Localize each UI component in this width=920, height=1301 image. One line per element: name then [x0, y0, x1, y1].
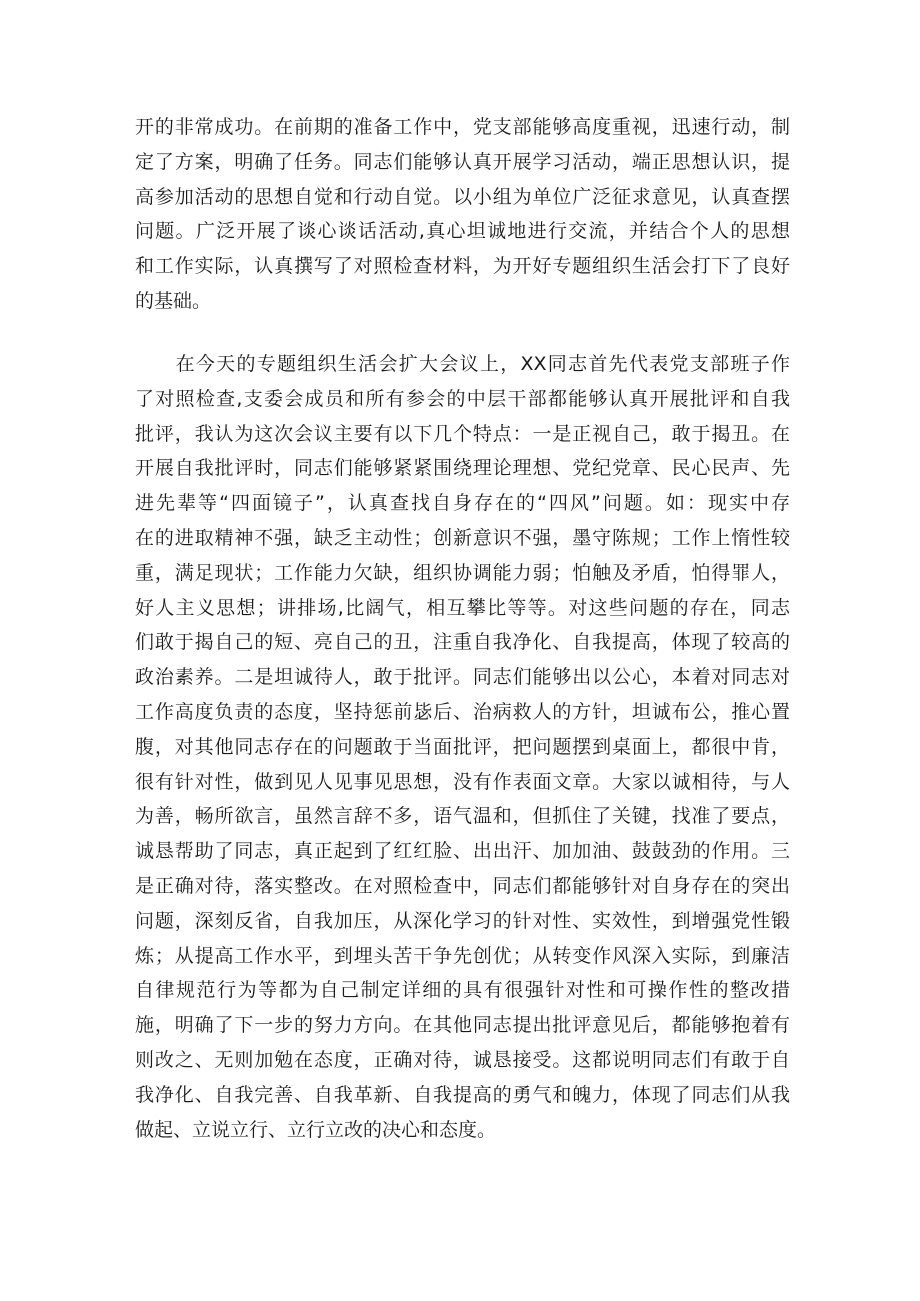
text-line: 重，满足现状；工作能力欠缺，组织协调能力弱；怕触及矛盾，怕得罪人，: [135, 561, 790, 584]
text-line: 很有针对性，做到见人见事见思想，没有作表面文章。大家以诚相待，与人: [135, 770, 790, 793]
text-line: 了对照检查,支委会成员和所有参会的中层干部都能够认真开展批评和自我: [135, 387, 790, 410]
text-line: 好人主义思想；讲排场,比阔气，相互攀比等等。对这些问题的存在，同志: [135, 596, 790, 619]
text-line: 为善，畅所欲言，虽然言辞不多，语气温和，但抓住了关键，找准了要点，: [135, 805, 790, 828]
text-line: 在今天的专题组织生活会扩大会议上，XX同志首先代表党支部班子作: [135, 353, 790, 375]
text-line: 的基础。: [135, 289, 212, 312]
text-line: 则改之、无则加勉在态度，正确对待，诚恳接受。这都说明同志们有敢于自: [135, 1048, 790, 1071]
text-line: 进先辈等“四面镜子”，认真查找自身存在的“四风”问题。如：现实中存: [135, 492, 790, 515]
text-line: 问题。广泛开展了谈心谈话活动,真心坦诚地进行交流，并结合个人的思想: [135, 220, 790, 243]
text-line: 和工作实际，认真撰写了对照检查材料，为开好专题组织生活会打下了良好: [135, 255, 790, 278]
text-line: 施，明确了下一步的努力方向。在其他同志提出批评意见后，都能够抱着有: [135, 1014, 790, 1037]
text-line: 工作高度负责的态度，坚持惩前毖后、治病救人的方针，坦诚布公，推心置: [135, 700, 790, 723]
text-line: 是正确对待，落实整改。在对照检查中，同志们都能够针对自身存在的突出: [135, 874, 790, 897]
text-line: 自律规范行为等都为自己制定详细的具有很强针对性和可操作性的整改措: [135, 979, 790, 1002]
text-line: 政治素养。二是坦诚待人，敢于批评。同志们能够出以公心，本着对同志对: [135, 666, 790, 689]
paragraph-1: [135, 110, 790, 319]
text-line: 开展自我批评时，同志们能够紧紧围绕理论理想、党纪党章、民心民声、先: [135, 457, 790, 480]
text-line: 做起、立说立行、立行立改的决心和态度。: [135, 1118, 497, 1141]
text-line: 诚恳帮助了同志，真正起到了红红脸、出出汗、加加油、鼓鼓劲的作用。三: [135, 840, 790, 863]
text-line: 高参加活动的思想自觉和行动自觉。以小组为单位广泛征求意见，认真查摆: [135, 185, 790, 208]
text-line: 在的进取精神不强，缺乏主动性；创新意识不强，墨守陈规；工作上惰性较: [135, 526, 790, 549]
text-line: 批评，我认为这次会议主要有以下几个特点：一是正视自己，敢于揭丑。在: [135, 422, 790, 445]
text-line: 炼；从提高工作水平，到埋头苦干争先创优；从转变作风深入实际，到廉洁: [135, 944, 790, 967]
paragraph-2: [135, 347, 790, 1147]
text-line: 定了方案，明确了任务。同志们能够认真开展学习活动，端正思想认识，提: [135, 150, 790, 173]
text-line: 开的非常成功。在前期的准备工作中，党支部能够高度重视，迅速行动，制: [135, 116, 790, 138]
text-line: 们敢于揭自己的短、亮自己的丑，注重自我净化、自我提高，体现了较高的: [135, 631, 790, 654]
text-line: 我净化、自我完善、自我革新、自我提高的勇气和魄力，体现了同志们从我: [135, 1083, 790, 1106]
text-line: 腹，对其他同志存在的问题敢于当面批评，把问题摆到桌面上，都很中肯，: [135, 735, 790, 758]
text-line: 问题，深刻反省，自我加压，从深化学习的针对性、实效性，到增强党性锻: [135, 909, 790, 932]
